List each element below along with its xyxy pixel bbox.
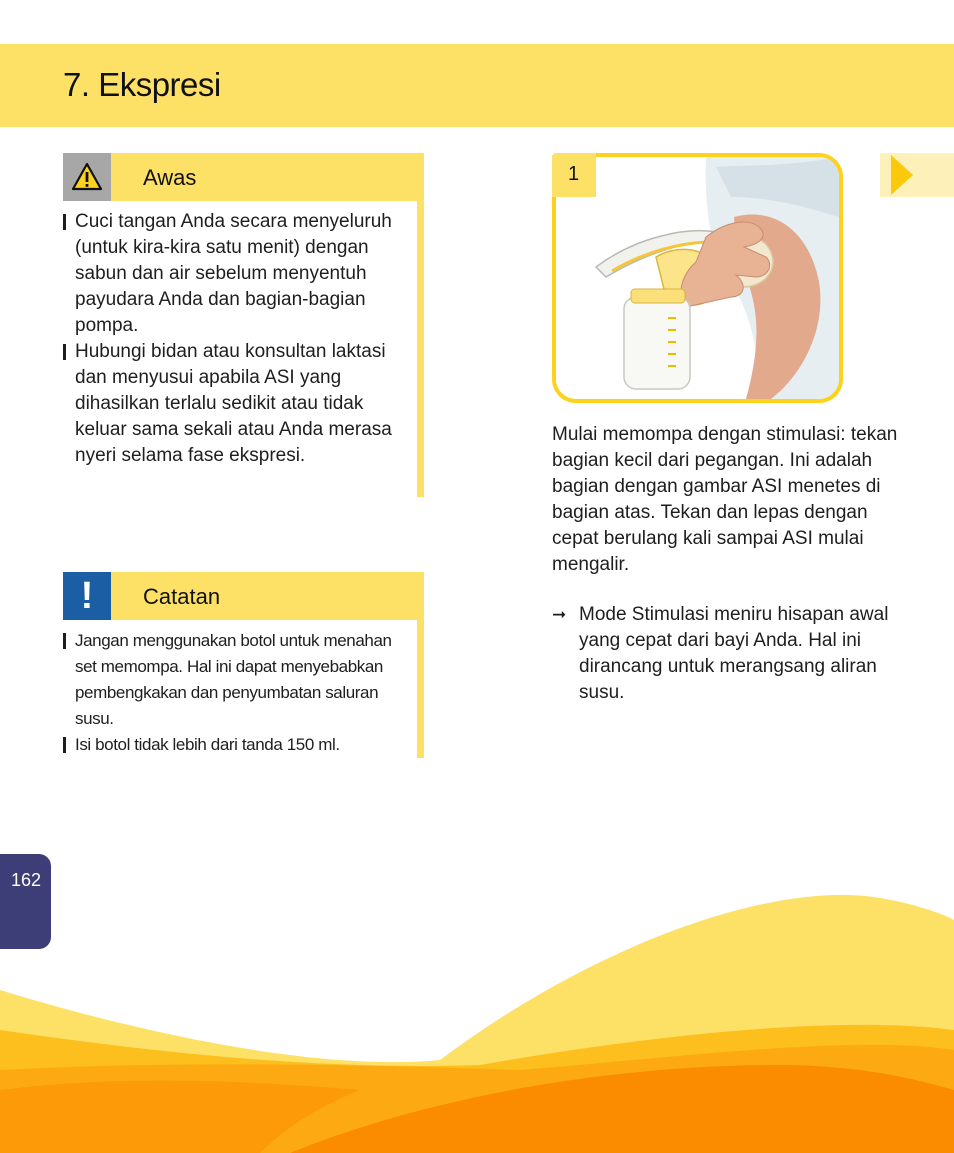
warning-list	[63, 201, 424, 469]
step-number-box	[552, 153, 596, 197]
warning-item: Hubungi bidan atau konsultan laktasi dan menyusui apabila ASI yang dihasilkan terlalu sedikit atau tidak keluar sama sekali atau Anda merasa nyeri selama fase ekspresi.	[63, 339, 410, 469]
step-description: Mulai memompa dengan stimulasi: tekan bagian kecil dari pegangan. Ini adalah bagian dengan gambar ASI menetes di bagian atas. Tekan dan lepas dengan cepat berulang kali sampai ASI mulai mengalir.	[552, 424, 898, 575]
note-item: Isi botol tidak lebih dari tanda 150 ml.	[63, 732, 410, 758]
page-title: 7. Ekspresi	[63, 66, 221, 103]
warning-box-rule	[417, 201, 424, 497]
page-number: 162	[11, 870, 42, 890]
continue-arrow-icon	[891, 155, 913, 195]
note-item: Jangan menggunakan botol untuk menahan set memompa. Hal ini dapat menyebabkan pembengkakan dan penyumbatan saluran susu.	[63, 628, 410, 732]
note-list	[63, 620, 424, 758]
step-tip	[552, 602, 922, 706]
warning-triangle-icon	[63, 153, 111, 201]
decorative-waves	[0, 880, 954, 1153]
arrow-right-icon: ➞	[552, 605, 567, 624]
warning-box	[63, 153, 424, 469]
note-box	[63, 572, 424, 758]
exclamation-glyph: !	[80, 575, 94, 617]
exclamation-icon	[63, 572, 111, 620]
note-box-rule	[417, 620, 424, 758]
warning-box-label: Awas	[143, 165, 197, 190]
note-box-header	[63, 572, 424, 620]
step-tip-text: Mode Stimulasi meniru hisapan awal yang cepat dari bayi Anda. Hal ini dirancang untuk merangsang aliran susu.	[579, 604, 889, 703]
step-number: 1	[568, 163, 580, 185]
warning-box-header	[63, 153, 424, 201]
breast-pump-illustration	[556, 157, 839, 399]
note-box-label: Catatan	[143, 584, 221, 609]
warning-item: Cuci tangan Anda secara menyeluruh (untuk kira-kira satu menit) dengan sabun dan air sebelum menyentuh payudara Anda dan bagian-bagian pompa.	[63, 209, 410, 339]
